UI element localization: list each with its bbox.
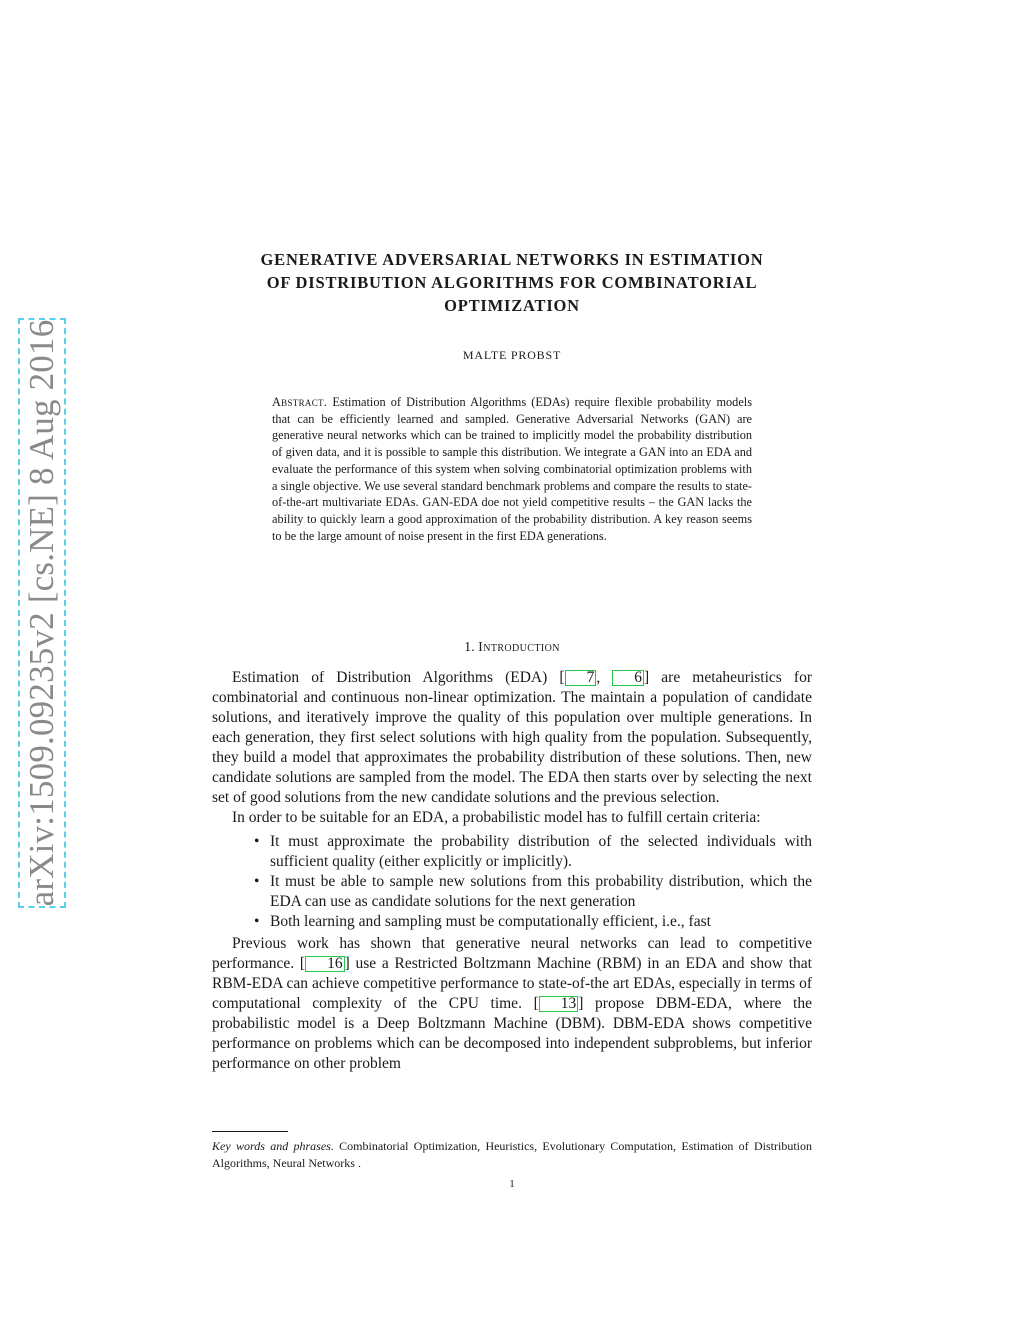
paragraph-1-text-a: Estimation of Distribution Algorithms (EDA) — [232, 669, 560, 686]
list-item: • It must approximate the probability distribution of the selected individuals with sufficient quality (either explicitly or implicitly). — [270, 832, 812, 872]
paragraph-2: In order to be suitable for an EDA, a probabilistic model has to fulfill certain criteria: — [232, 809, 761, 826]
section-heading — [212, 640, 812, 656]
citation-link[interactable]: 7 — [565, 670, 597, 686]
citation-separator: , — [596, 669, 613, 686]
paragraph-3-text-c: propose DBM-EDA, where the probabilistic model is a Deep Boltzmann Machine (DBM). DBM-EDA shows competitive performance on problems which can be decomposed into independent subproblems, but inferior performance on other problem — [212, 995, 812, 1072]
paragraph-3-text-a: Previous work has shown that generative neural networks can lead to competitive performance. — [212, 935, 812, 972]
abstract-text: Estimation of Distribution Algorithms (EDAs) require flexible probability models that can be efficiently learned and sampled. Generative Adversarial Networks (GAN) are generative neural networks which can be trained to implicitly model the probability distribution of given data, and it is possible to sample this distribution. We integrate a GAN into an EDA and evaluate the performance of this system when solving combinatorial optimization problems with a single objective. We use several standard benchmark problems and compare the results to state-of-the-art multivariate EDAs. GAN-EDA doe not yield competitive results – the GAN lacks the ability to quickly learn a good approximation of the probability distribution. A key reason seems to be the large amount of noise present in the first EDA generations. — [272, 395, 752, 543]
body-text — [212, 668, 812, 1074]
list-item: • Both learning and sampling must be computationally efficient, i.e., fast — [270, 912, 812, 932]
paragraph-1-text-b: are metaheuristics for combinatorial and continuous non-linear optimization. The maintain a population of candidate solutions, and iteratively improve the quality of this population over multiple generations. In each generation, they first select solutions with high quality from the population. Subsequently, they build a model that approximates the probability distribution of these solutions. Then, new candidate solutions are sampled from the model. The EDA then starts over by selecting the next set of good solutions from the new candidate solutions and the previous selection. — [212, 669, 812, 806]
arxiv-stamp-text: arXiv:1509.09235v2 [cs.NE] 8 Aug 2016 — [22, 319, 61, 907]
abstract-label: Abstract. — [272, 395, 328, 409]
paragraph-1: Estimation of Distribution Algorithms (EDA) [ 7 , 6 ] are metaheuristics for combinatorial and continuous non-linear optimization. The maintain a population of candidate solutions, and iteratively improve the quality of this population over multiple generations. In each generation, they first select solutions with high quality from the population. Subsequently, they build a model that approximates the probability distribution of these solutions. Then, new candidate solutions are sampled from the model. The EDA then starts over by selecting the next set of good solutions from the new candidate solutions and the previous selection. — [212, 669, 812, 806]
footnote — [212, 1138, 812, 1171]
paragraph-3-text-b: use a Restricted Boltzmann Machine (RBM) in an EDA and show that RBM-EDA can achieve competitive performance to state-of-the art EDAs, especially in terms of computational complexity of the CPU time. — [212, 955, 812, 1012]
footnote-rule — [212, 1131, 288, 1132]
title-line-2: OF DISTRIBUTION ALGORITHMS FOR COMBINATORIAL — [266, 273, 758, 292]
arxiv-stamp — [18, 318, 66, 908]
section-title: Introduction — [478, 640, 560, 655]
author-name: MALTE PROBST — [462, 348, 562, 362]
title-line-1: GENERATIVE ADVERSARIAL NETWORKS IN ESTIMATION — [260, 250, 764, 269]
citation-link[interactable]: 6 — [612, 670, 644, 686]
footnote-text: Combinatorial Optimization, Heuristics, Evolutionary Computation, Estimation of Distribution Algorithms, Neural Networks . — [212, 1139, 812, 1170]
abstract — [272, 394, 752, 544]
title-line-3: OPTIMIZATION — [444, 296, 580, 315]
list-item: • It must be able to sample new solutions from this probability distribution, which the EDA can use as candidate solutions for the next generation — [270, 872, 812, 912]
citation-link[interactable]: 13 — [539, 996, 579, 1012]
paper-title — [212, 248, 812, 317]
criteria-list — [212, 832, 812, 932]
footnote-label: Key words and phrases. — [212, 1139, 334, 1153]
section-number: 1. — [464, 640, 475, 655]
paragraph-3: Previous work has shown that generative neural networks can lead to competitive performance. [ 16 ] use a Restricted Boltzmann Machine (RBM) in an EDA and show that RBM-EDA can achieve competitive performance to state-of-the art EDAs, especially in terms of computational complexity of the CPU time. [ 13 ] propose DBM-EDA, where the probabilistic model is a Deep Boltzmann Machine (DBM). DBM-EDA shows competitive performance on problems which can be decomposed into independent subproblems, but inferior performance on other problem — [212, 935, 812, 1072]
page-number: 1 — [509, 1178, 515, 1190]
citation-link[interactable]: 16 — [305, 956, 345, 972]
